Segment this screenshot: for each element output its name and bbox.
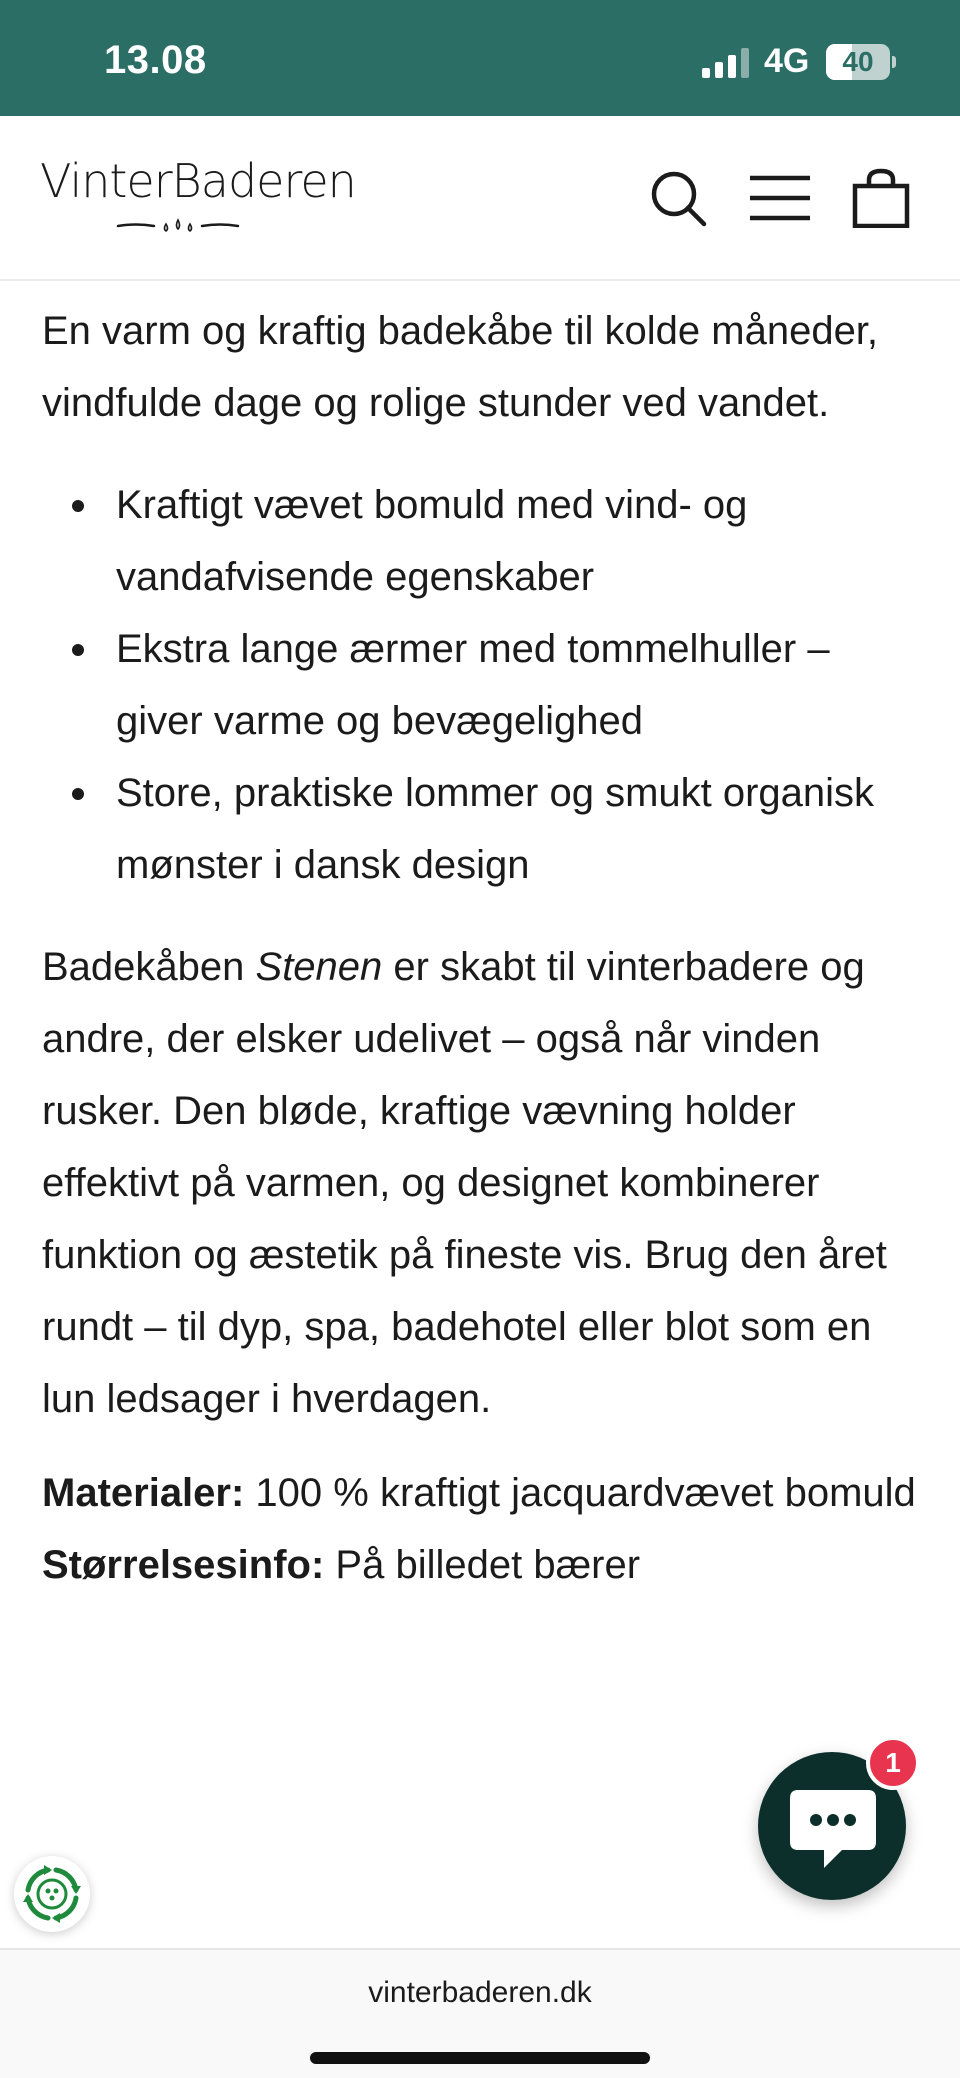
- site-header: [0, 116, 960, 281]
- cart-icon[interactable]: [852, 168, 910, 228]
- spec-label: Størrelsesinfo:: [42, 1543, 325, 1587]
- water-drops-icon: [116, 214, 240, 240]
- intro-paragraph: En varm og kraftig badekåbe til kolde måneder, vindfulde dage og rolige stunder ved vandet.: [42, 309, 879, 425]
- spec-value: 100 % kraftigt jacquardvævet bomuld: [244, 1471, 916, 1515]
- search-icon[interactable]: [648, 168, 708, 228]
- chat-bubble-icon: [788, 1786, 878, 1872]
- status-bar: [0, 0, 960, 116]
- spec-list: [42, 1457, 922, 1601]
- network-type: 4G: [764, 42, 810, 80]
- spec-value: På billedet bærer: [324, 1543, 641, 1587]
- logo-text: VinterBaderen: [40, 154, 356, 208]
- feature-list: [42, 469, 922, 901]
- chat-notification-badge: 1: [866, 1736, 920, 1790]
- status-time: 13.08: [104, 38, 207, 82]
- product-name: Stenen: [255, 945, 383, 989]
- description-text: er skabt til vinterbadere og andre, der elsker udelivet – også når vinden rusker. Den bløde, kraftige vævning holder effektivt på varmen, og designet kombinerer funktion og æstetik på fineste vis. Brug den året rundt – til dyp, spa, badehotel eller blot som en lun ledsager i hverdagen.: [42, 945, 887, 1421]
- feature-item: Ekstra lange ærmer med tommelhuller – giver varme og bevægelighed: [42, 613, 922, 757]
- spec-size: [42, 1529, 922, 1601]
- spec-label: Materialer:: [42, 1471, 245, 1515]
- browser-bottom-bar: [0, 1948, 960, 2078]
- description-text: Badekåben: [42, 945, 256, 989]
- menu-icon[interactable]: [748, 168, 812, 228]
- battery-percent: 40: [842, 46, 874, 77]
- spec-materials: [42, 1457, 922, 1529]
- description-paragraph: [42, 931, 922, 1435]
- recycle-badge[interactable]: [14, 1856, 90, 1932]
- feature-item: Store, praktiske lommer og smukt organisk mønster i dansk design: [42, 757, 922, 901]
- home-indicator[interactable]: [310, 2052, 650, 2064]
- url-label[interactable]: vinterbaderen.dk: [368, 1976, 592, 2009]
- signal-icon: [702, 48, 750, 78]
- battery-icon: [826, 44, 896, 80]
- site-logo[interactable]: [40, 154, 356, 244]
- feature-item: Kraftigt vævet bomuld med vind- og vandafvisende egenskaber: [42, 469, 922, 613]
- recycle-icon: [14, 1856, 90, 1932]
- product-description: [42, 281, 922, 1601]
